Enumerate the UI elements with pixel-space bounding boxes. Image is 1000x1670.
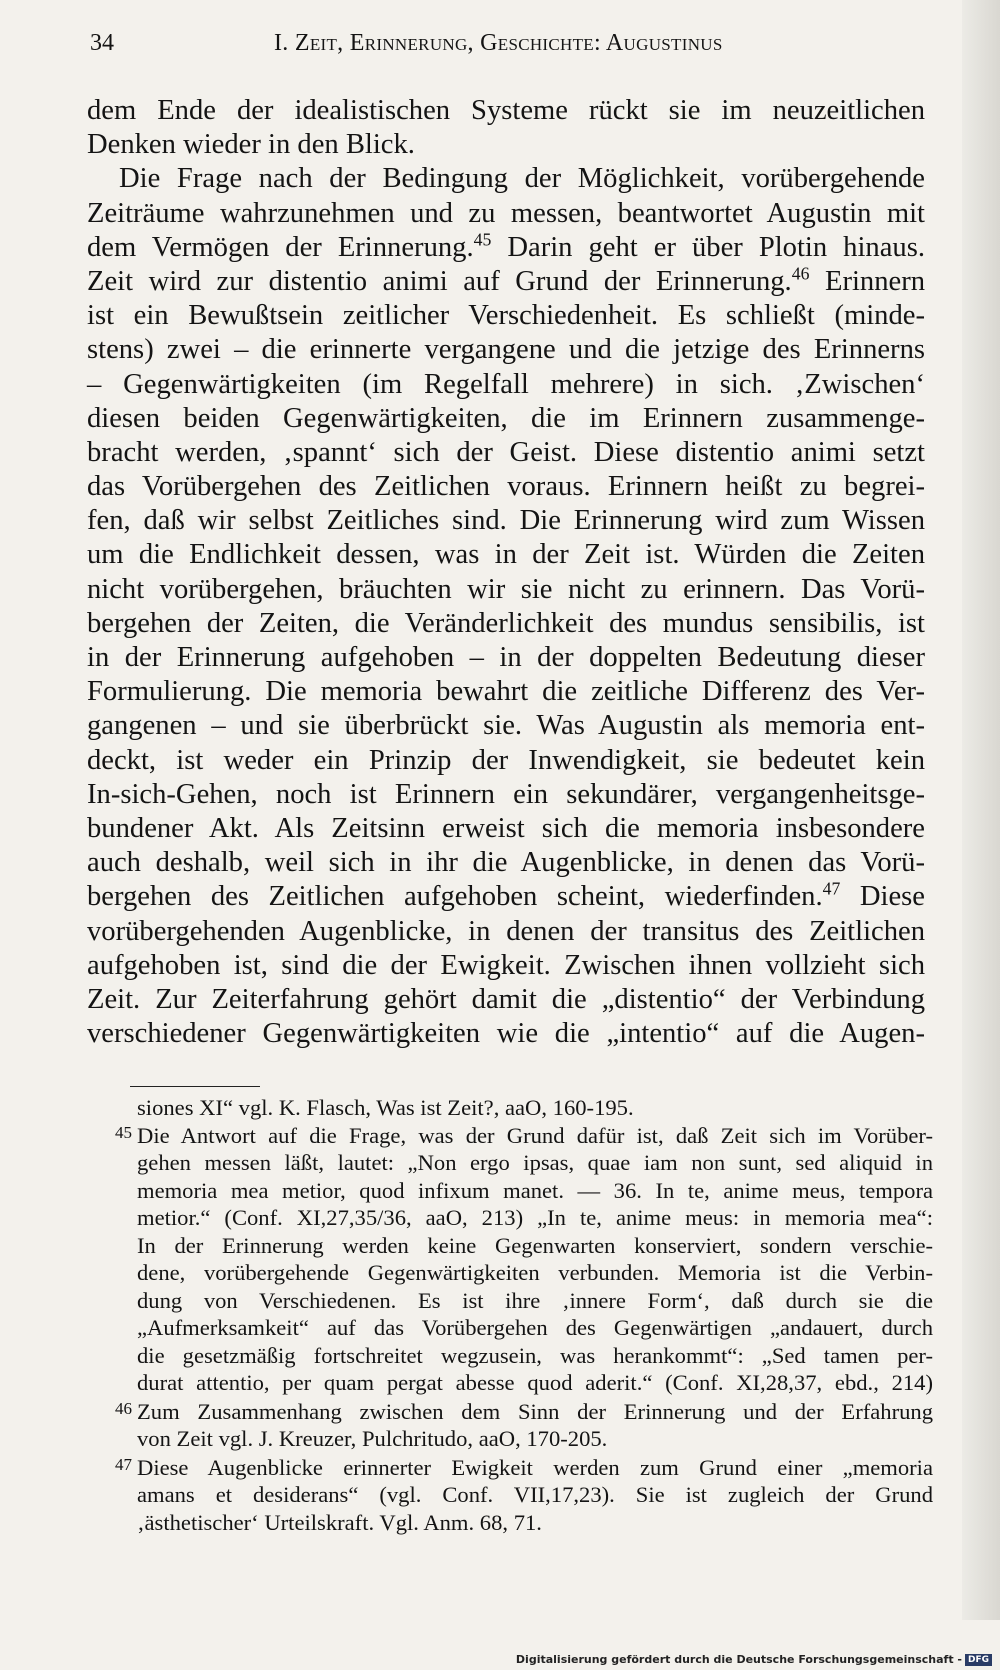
footnote-separator	[130, 1086, 260, 1087]
text-line: stens) zwei – die erinnerte vergangene und die jetzige des Erinnerns	[87, 334, 925, 366]
dfg-logo: DFG	[965, 1654, 992, 1666]
footnote-line: von Zeit vgl. J. Kreuzer, Pulchritudo, aaO, 170-205.	[137, 1426, 608, 1451]
credit-text: Digitalisierung gefördert durch die Deutsche Forschungsgemeinschaft -	[515, 1653, 962, 1666]
text-segment: bergehen des Zeitlichen aufgehoben scheint, wiederfinden.	[87, 881, 823, 913]
main-text	[87, 94, 925, 1051]
page-number: 34	[90, 30, 114, 56]
running-head: I. Zeit, Erinnerung, Geschichte: Augustinus	[274, 30, 723, 56]
text-line: auch deshalb, weil sich in ihr die Augenblicke, in denen das Vorü-	[87, 847, 925, 879]
text-line: nicht vorübergehen, bräuchten wir sie nicht zu erinnern. Das Vorü-	[87, 573, 925, 605]
footnote-line: die gesetzmäßig fortschreitet wegzusein, was herankommt“: „Sed tamen per-	[137, 1342, 933, 1368]
footnote-line: dene, vorübergehende Gegenwärtigkeiten verbunden. Memoria ist die Verbin-	[137, 1260, 933, 1285]
footnote-45	[87, 1122, 933, 1397]
footnote-line: memoria mea metior, quod infixum manet. — 36. In te, anime meus, tempora	[137, 1177, 933, 1203]
footnote-46	[87, 1398, 933, 1453]
digitization-credit	[516, 1653, 992, 1666]
footnote-text: Diese Augenblicke erinnerter Ewigkeit werden zum Grund einer „memoria	[137, 1454, 933, 1480]
footnote-ref-46[interactable]: 46	[791, 263, 810, 284]
text-line: bergehen der Zeiten, die Veränderlichkeit des mundus sensibilis, ist	[87, 607, 925, 639]
text-line: dem Ende der idealistischen Systeme rückt sie im neuzeitlichen	[87, 95, 925, 126]
footnote-number: 47	[115, 1454, 132, 1474]
text-line: um die Endlichkeit dessen, was in der Zeit ist. Würden die Zeiten	[87, 539, 925, 571]
text-line: vorübergehenden Augenblicke, in denen der transitus des Zeitlichen	[87, 915, 925, 947]
footnote-line: dung von Verschiedenen. Es ist ihre ‚innere Form‘, daß durch sie die	[137, 1287, 933, 1313]
text-line: bracht werden, ‚spannt‘ sich der Geist. Diese distentio animi setzt	[87, 436, 925, 468]
footnote-line: ‚ästhetischer‘ Urteilskraft. Vgl. Anm. 68, 71.	[137, 1509, 542, 1535]
footnote-line: durat attentio, per quam pergat abesse quod aderit.“ (Conf. XI,28,37, ebd., 214)	[137, 1370, 933, 1395]
text-line: deckt, ist weder ein Prinzip der Inwendigkeit, sie bedeutet kein	[87, 744, 925, 776]
text-line: bundener Akt. Als Zeitsinn erweist sich die memoria insbesondere	[87, 812, 925, 844]
page-header	[90, 30, 930, 66]
text-line: gangenen – und sie überbrückt sie. Was Augustin als memoria ent-	[87, 710, 925, 742]
text-segment: Diese	[840, 881, 925, 913]
text-line	[87, 265, 925, 299]
footnote-number: 46	[115, 1398, 132, 1418]
text-line	[87, 231, 925, 265]
footnote-line: metior.“ (Conf. XI,27,35/36, aaO, 213) „In te, anime meus: in memoria mea“:	[137, 1205, 933, 1230]
text-line: Zeit. Zur Zeiterfahrung gehört damit die „distentio“ der Verbindung	[87, 983, 925, 1015]
text-segment: Darin geht er über Plotin hinaus.	[491, 231, 925, 263]
text-line: Die Frage nach der Bedingung der Möglichkeit, vorübergehende	[119, 163, 925, 195]
footnote-text: Zum Zusammenhang zwischen dem Sinn der Erinnerung und der Erfahrung	[137, 1398, 933, 1424]
text-line: Formulierung. Die memoria bewahrt die zeitliche Differenz des Ver-	[87, 676, 925, 708]
text-line: verschiedener Gegenwärtigkeiten wie die „intentio“ auf die Augen-	[87, 1018, 925, 1050]
footnotes	[87, 1094, 933, 1536]
text-line: In-sich-Gehen, noch ist Erinnern ein sekundärer, vergangenheitsge-	[87, 778, 925, 810]
text-line: diesen beiden Gegenwärtigkeiten, die im Erinnern zusammenge-	[87, 402, 925, 434]
text-line: – Gegenwärtigkeiten (im Regelfall mehrere) in sich. ‚Zwischen‘	[87, 368, 925, 400]
text-line: Zeiträume wahrzunehmen und zu messen, beantwortet Augustin mit	[87, 197, 925, 229]
text-line: ist ein Bewußtsein zeitlicher Verschiedenheit. Es schließt (minde-	[87, 300, 925, 332]
text-line	[87, 880, 925, 914]
page-edge-shadow	[962, 0, 1000, 1620]
footnote-ref-47[interactable]: 47	[822, 878, 841, 899]
text-segment: Erinnern	[809, 265, 926, 297]
text-line: in der Erinnerung aufgehoben – in der doppelten Bedeutung dieser	[87, 642, 925, 673]
text-line: fen, daß wir selbst Zeitliches sind. Die Erinnerung wird zum Wissen	[87, 505, 925, 537]
footnote-ref-45[interactable]: 45	[473, 229, 492, 250]
footnote-text: Die Antwort auf die Frage, was der Grund dafür ist, daß Zeit sich im Vorüber-	[137, 1122, 933, 1148]
text-segment: Zeit wird zur distentio animi auf Grund der Erinnerung.	[87, 265, 792, 297]
footnote-line: „Aufmerksamkeit“ auf das Vorübergehen des Gegenwärtigen „andauert, durch	[137, 1315, 933, 1340]
text-line: aufgehoben ist, sind die der Ewigkeit. Zwischen ihnen vollzieht sich	[87, 949, 925, 981]
footnote-line	[87, 1454, 933, 1482]
text-segment: dem Vermögen der Erinnerung.	[87, 231, 474, 263]
footnote-number: 45	[115, 1122, 132, 1142]
footnote-line	[87, 1398, 933, 1426]
footnote-47	[87, 1454, 933, 1537]
footnote-line	[87, 1122, 933, 1150]
footnote-continuation: siones XI“ vgl. K. Flasch, Was ist Zeit?, aaO, 160-195.	[137, 1095, 634, 1120]
footnote-line: gehen messen läßt, lautet: „Non ergo ipsas, quae iam non sunt, sed aliquid in	[137, 1150, 933, 1175]
footnote-line: amans et desiderans“ (vgl. Conf. VII,17,23). Sie ist zugleich der Grund	[137, 1482, 933, 1507]
text-line: das Vorübergehen des Zeitlichen voraus. Erinnern heißt zu begrei-	[87, 471, 925, 503]
text-line: Denken wieder in den Blick.	[87, 129, 415, 161]
footnote-line: In der Erinnerung werden keine Gegenwarten konserviert, sondern verschie-	[137, 1232, 933, 1258]
